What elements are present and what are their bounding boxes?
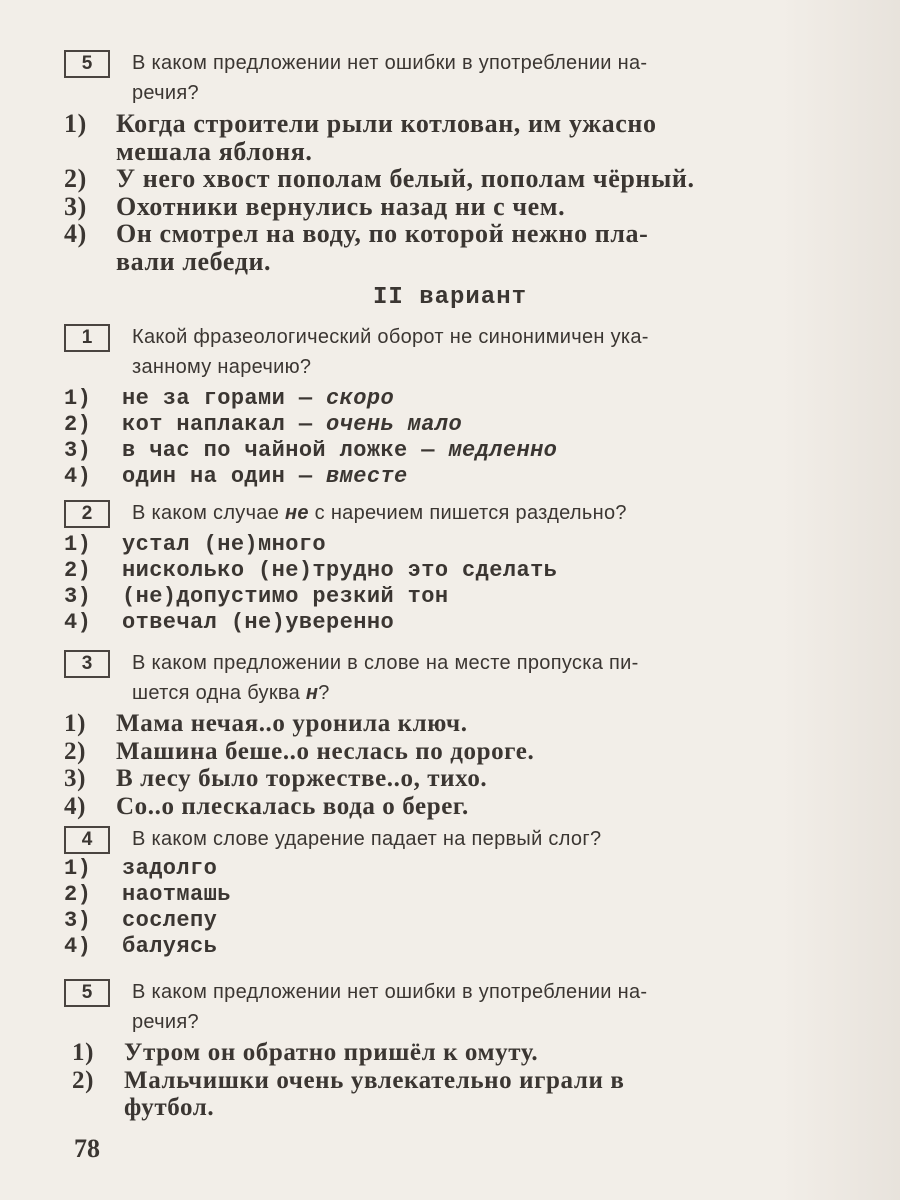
answer-list	[64, 532, 860, 636]
answer-item: 4) один на один — вместе	[64, 464, 408, 489]
question-block-4	[64, 824, 860, 960]
question-text: В каком предложении нет ошибки в употреблении на- речия?	[132, 52, 648, 104]
answer-list	[64, 856, 860, 960]
question-block-3	[64, 648, 860, 820]
question-text: В каком предложении нет ошибки в употреблении на- речия?	[132, 981, 648, 1033]
answer-list	[64, 710, 860, 820]
question-number: 5	[64, 979, 110, 1007]
answer-item: 2) Мальчишки очень увлекательно играли в	[72, 1066, 625, 1094]
question-block-2	[64, 498, 860, 636]
question-text: Какой фразеологический оборот не синонимичен ука- занному наречию?	[132, 326, 649, 378]
question-block-5	[64, 977, 860, 1122]
answer-item: 4) балуясь	[64, 934, 218, 959]
answer-item: 3) сослепу	[64, 908, 218, 933]
answer-item: 4) Он смотрел на воду, по которой нежно пла-	[64, 219, 649, 248]
question-block-1	[64, 322, 860, 490]
answer-item: 3) Охотники вернулись назад ни с чем.	[64, 191, 566, 221]
question-block-prev-5	[64, 48, 860, 275]
question-number: 3	[64, 650, 110, 678]
question-number: 1	[64, 324, 110, 352]
answer-item: 2) наотмашь	[64, 882, 231, 907]
answer-item: 3) В лесу было торжестве..о, тихо.	[64, 765, 488, 792]
answer-item: 2) нисколько (не)трудно это сделать	[64, 558, 558, 583]
answer-item: 1) Мама нечая..о уронила ключ.	[64, 710, 468, 737]
answer-item: 2) Машина беше..о неслась по дороге.	[64, 737, 535, 765]
page-number: 78	[74, 1134, 100, 1163]
answer-item: 1) задолго	[64, 856, 218, 881]
question-number: 2	[64, 500, 110, 528]
answer-item: 2) У него хвост пополам белый, пополам чёрный.	[64, 164, 695, 193]
answer-item: 3) (не)допустимо резкий тон	[64, 584, 449, 609]
variant-title: II вариант	[372, 284, 528, 311]
answer-item: 4) отвечал (не)уверенно	[64, 610, 395, 635]
answer-item: 3) в час по чайной ложке — медленно	[64, 438, 558, 463]
question-number: 4	[64, 826, 110, 854]
answer-item: 1) не за горами — скоро	[64, 386, 395, 411]
answer-list	[64, 386, 860, 490]
question-text: В каком случае не с наречием пишется раздельно?	[132, 502, 627, 524]
answer-item: 1) устал (не)много	[64, 532, 327, 557]
question-number: 5	[64, 50, 110, 78]
answer-list: 1) Когда строители рыли котлован, им ужасно мешала яблоня. 2) У него хвост пополам белый, пополам чёрный. 3) Охотники вернулись назад ни с чем. 4) Он смотрел на воду, по которой нежно пла- вали лебеди.	[64, 110, 860, 275]
answer-item: 1) Утром он обратно пришёл к омуту.	[72, 1039, 539, 1066]
answer-item: 4) Со..о плескалась вода о берег.	[64, 792, 469, 820]
answer-item: 1) Когда строители рыли котлован, им ужасно	[64, 109, 657, 138]
question-text: В каком предложении в слове на месте пропуска пи- шется одна буква н?	[132, 652, 639, 704]
answer-item: 2) кот наплакал — очень мало	[64, 412, 463, 437]
question-text: В каком слове ударение падает на первый слог?	[132, 828, 602, 850]
answer-list: 1) Утром он обратно пришёл к омуту. 2) Мальчишки очень увлекательно играли в футбол.	[64, 1039, 860, 1122]
